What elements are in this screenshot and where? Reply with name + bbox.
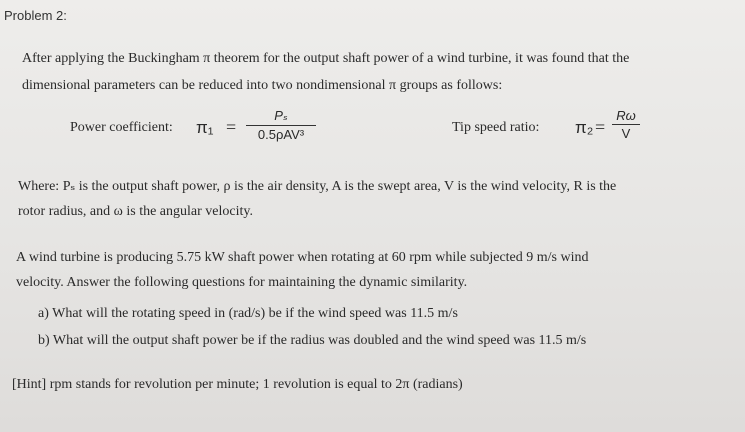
scenario-line-1: A wind turbine is producing 5.75 kW shaft power when rotating at 60 rpm while subjected 9 m/s wind — [16, 250, 589, 265]
pi2-symbol: π₂ — [575, 118, 594, 137]
pi2-numerator: Rω — [616, 108, 636, 123]
scenario-line-2: velocity. Answer the following questions for maintaining the dynamic similarity. — [16, 275, 468, 290]
pi2-denominator: V — [621, 126, 631, 141]
equals-sign-2: = — [595, 117, 606, 137]
equation-row — [0, 108, 745, 158]
equals-sign-1: = — [226, 117, 237, 137]
tip-speed-ratio-label: Tip speed ratio: — [452, 120, 540, 135]
pi1-fraction — [246, 108, 316, 142]
problem-title: Problem 2: — [4, 8, 67, 23]
question-b: b) What will the output shaft power be if the radius was doubled and the wind speed was 11.5 m/s — [38, 333, 587, 348]
definitions-line-2: rotor radius, and ω is the angular velocity. — [18, 204, 253, 219]
intro-line-1: After applying the Buckingham π theorem for the output shaft power of a wind turbine, it was found that the — [22, 51, 630, 66]
pi1-denominator: 0.5ρAV³ — [257, 127, 305, 142]
hint-text: [Hint] rpm stands for revolution per minute; 1 revolution is equal to 2π (radians) — [12, 377, 463, 392]
definitions-line-1: Where: Pₛ is the output shaft power, ρ is the air density, A is the swept area, V is the wind velocity, R is the — [18, 179, 617, 194]
power-coefficient-label: Power coefficient: — [70, 120, 173, 135]
pi1-symbol: π₁ — [196, 118, 214, 137]
question-a: a) What will the rotating speed in (rad/s) be if the wind speed was 11.5 m/s — [38, 306, 458, 321]
pi1-numerator: Pₛ — [274, 108, 288, 123]
intro-line-2: dimensional parameters can be reduced into two nondimensional π groups as follows: — [22, 78, 503, 93]
pi2-fraction — [612, 108, 640, 141]
